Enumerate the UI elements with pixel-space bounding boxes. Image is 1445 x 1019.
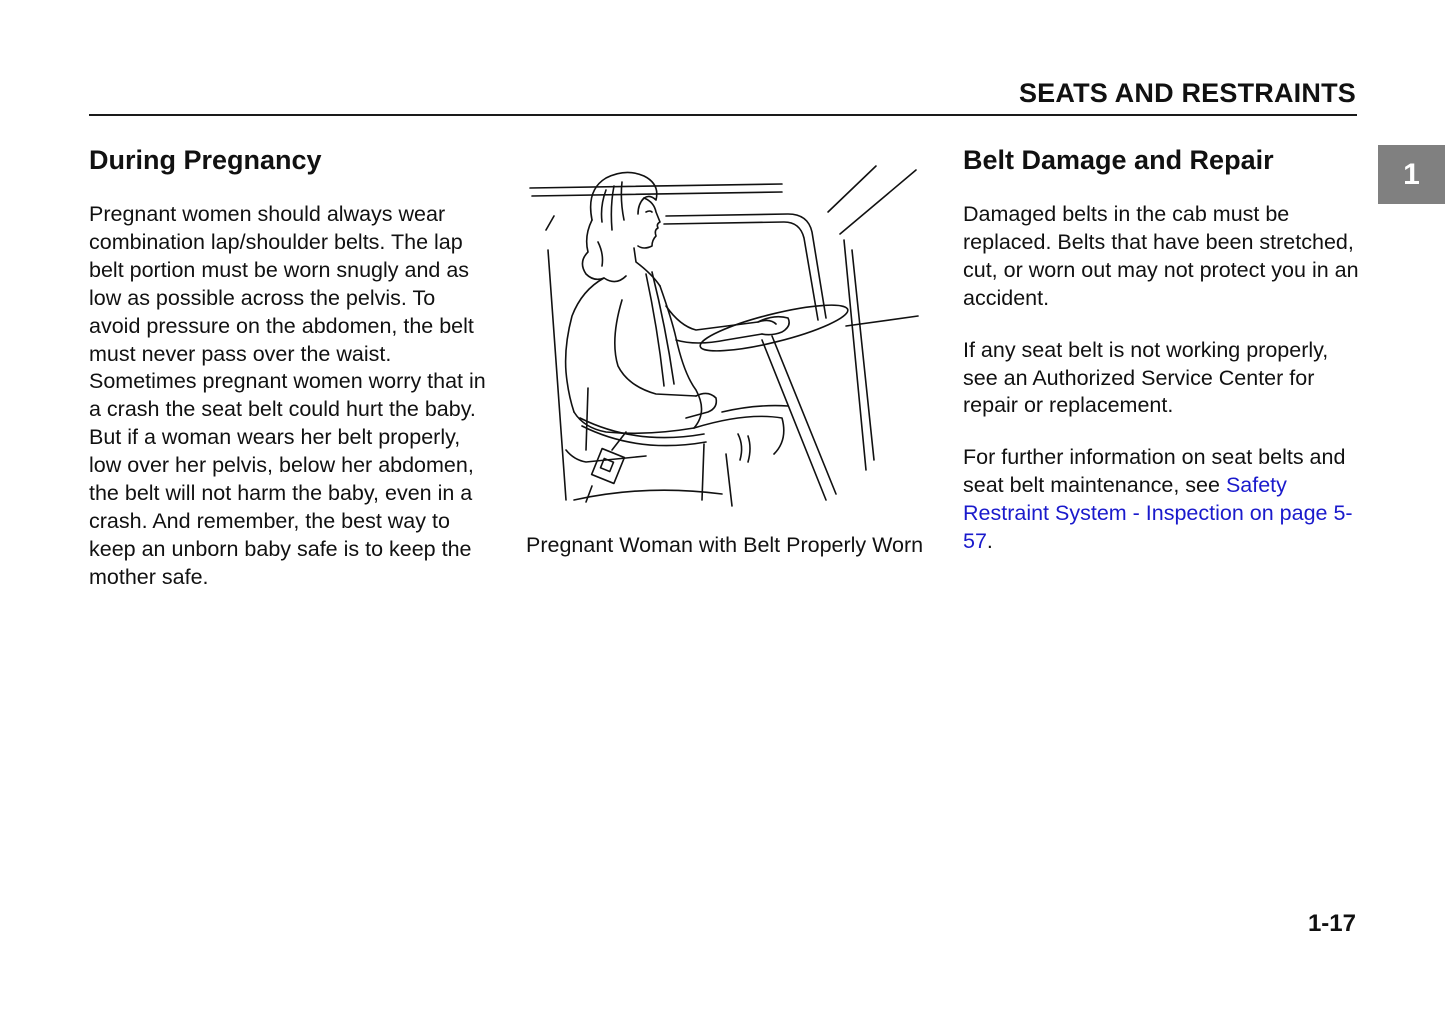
section-heading-belt-damage: Belt Damage and Repair [963,145,1274,175]
header-divider [89,114,1357,116]
section-heading-pregnancy: During Pregnancy [89,145,322,175]
belt-damage-paragraph-2: If any seat belt is not working properly, see an Authorized Service Center for repair or replacement. [963,337,1329,418]
belt-damage-paragraph-1: Damaged belts in the cab must be replaced. Belts that have been stretched, cut, or worn out may not protect you in an accident. [963,202,1359,310]
chapter-tab[interactable]: 1 [1378,145,1445,204]
inspection-page-link[interactable]: Safety Restraint System - Inspection on page 5-57 [963,473,1353,554]
pregnancy-paragraph: Pregnant women should always wear combination lap/shoulder belts. The lap belt portion must be worn snugly and as low as possible across the pelvis. To avoid pressure on the abdomen, the belt must never pass over the waist. Sometimes pregnant women worry that in a crash the seat belt could hurt the baby. But if a woman wears her belt properly, low over her pelvis, below her abdomen, the belt will not harm the baby, even in a crash. And remember, the best way to keep an unborn baby safe is to keep the mother safe. [89,202,486,589]
section-title: SEATS AND RESTRAINTS [1018,78,1356,108]
belt-damage-paragraph-3 [963,444,1363,556]
paragraph-3-suffix: . [986,529,993,554]
figure-caption: Pregnant Woman with Belt Properly Worn [526,533,924,557]
right-column [963,142,1363,580]
page-number: 1-17 [1307,910,1356,937]
pregnant-woman-seatbelt-illustration [526,150,926,520]
figure-column [526,150,926,584]
paragraph-3-prefix: For further information on seat belts and seat belt maintenance, see [963,445,1346,498]
left-column [89,142,489,616]
